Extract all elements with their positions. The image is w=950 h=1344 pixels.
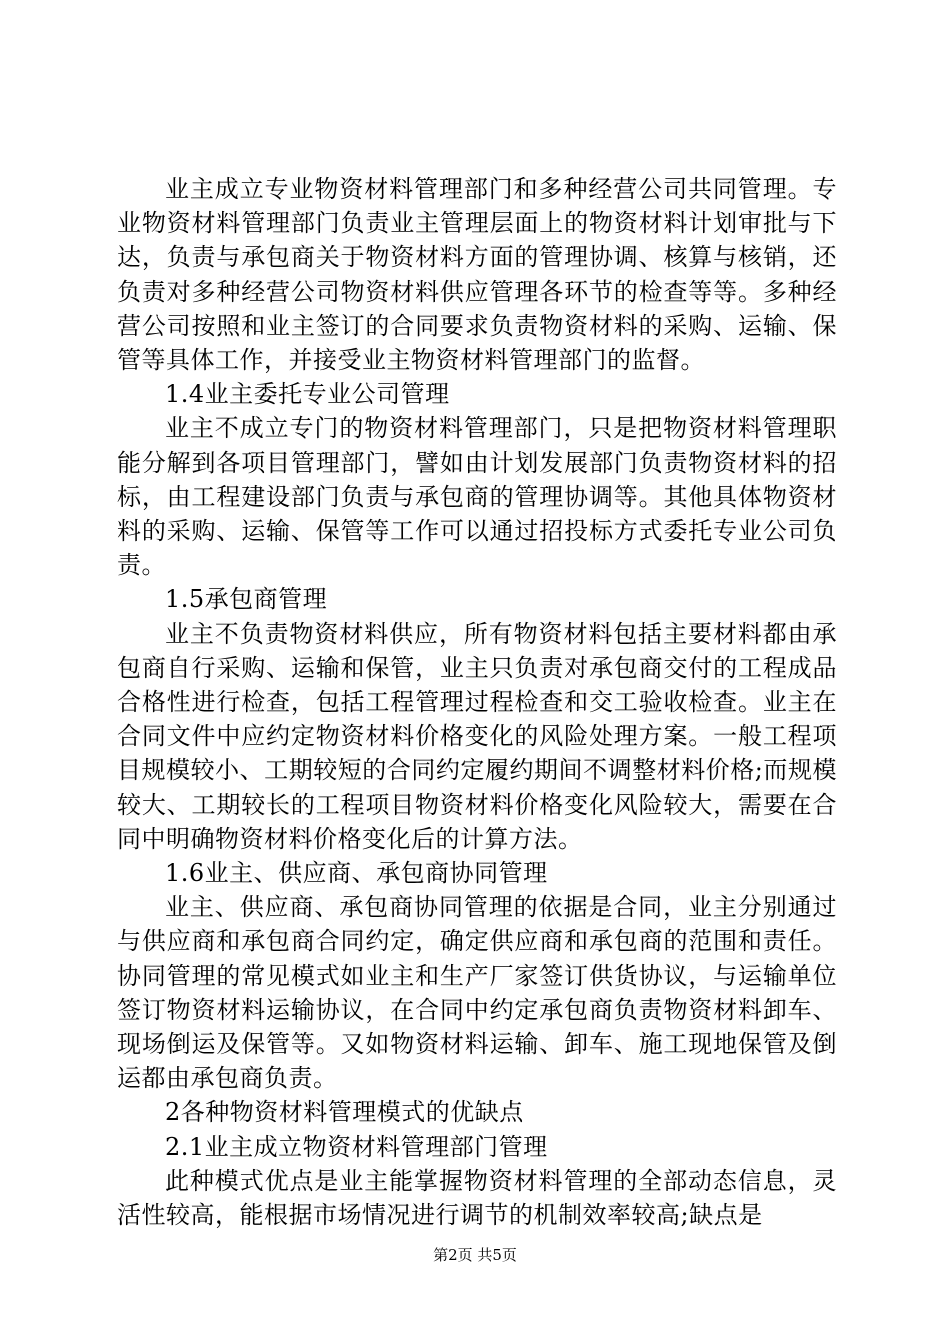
- page-number-footer: 第2页 共5页: [433, 1246, 517, 1264]
- section-heading-1-6: 1.6业主、供应商、承包商协同管理: [165, 859, 548, 888]
- paragraph-collaborative-management: 业主、供应商、承包商协同管理的依据是合同，业主分别通过与供应商和承包商合同约定，确定供应商和承包商的范围和责任。协同管理的常见模式如业主和生产厂家签订供货协议，与运输单位签订物资材料运输协议，在合同中约定承包商负责物资材料卸车、现场倒运及保管等。又如物资材料运输、卸车、施工现地保管及倒运都由承包商负责。: [117, 893, 837, 1093]
- paragraph-entrust-company: 业主不成立专门的物资材料管理部门，只是把物资材料管理职能分解到各项目管理部门，譬如由计划发展部门负责物资材料的招标，由工程建设部门负责与承包商的管理协调等。其他具体物资材料的采购、运输、保管等工作可以通过招投标方式委托专业公司负责。: [117, 414, 837, 580]
- section-heading-2-1: 2.1业主成立物资材料管理部门管理: [165, 1132, 548, 1161]
- paragraph-joint-management: 业主成立专业物资材料管理部门和多种经营公司共同管理。专业物资材料管理部门负责业主管理层面上的物资材料计划审批与下达，负责与承包商关于物资材料方面的管理协调、核算与核销，还负责对多种经营公司物资材料供应管理各环节的检查等等。多种经营公司按照和业主签订的合同要求负责物资材料的采购、运输、保管等具体工作，并接受业主物资材料管理部门的监督。: [117, 175, 837, 375]
- document-body: [117, 172, 837, 1232]
- section-heading-1-5: 1.5承包商管理: [165, 585, 328, 614]
- section-heading-2: 2各种物资材料管理模式的优缺点: [165, 1098, 524, 1127]
- section-heading-1-4: 1.4业主委托专业公司管理: [165, 380, 450, 409]
- paragraph-pros-cons: 此种模式优点是业主能掌握物资材料管理的全部动态信息，灵活性较高，能根据市场情况进行调节的机制效率较高;缺点是: [117, 1166, 837, 1230]
- paragraph-contractor-management: 业主不负责物资材料供应，所有物资材料包括主要材料都由承包商自行采购、运输和保管，业主只负责对承包商交付的工程成品合格性进行检查，包括工程管理过程检查和交工验收检查。业主在合同文件中应约定物资材料价格变化的风险处理方案。一般工程项目规模较小、工期较短的合同约定履约期间不调整材料价格;而规模较大、工期较长的工程项目物资材料价格变化风险较大，需要在合同中明确物资材料价格变化后的计算方法。: [117, 619, 837, 853]
